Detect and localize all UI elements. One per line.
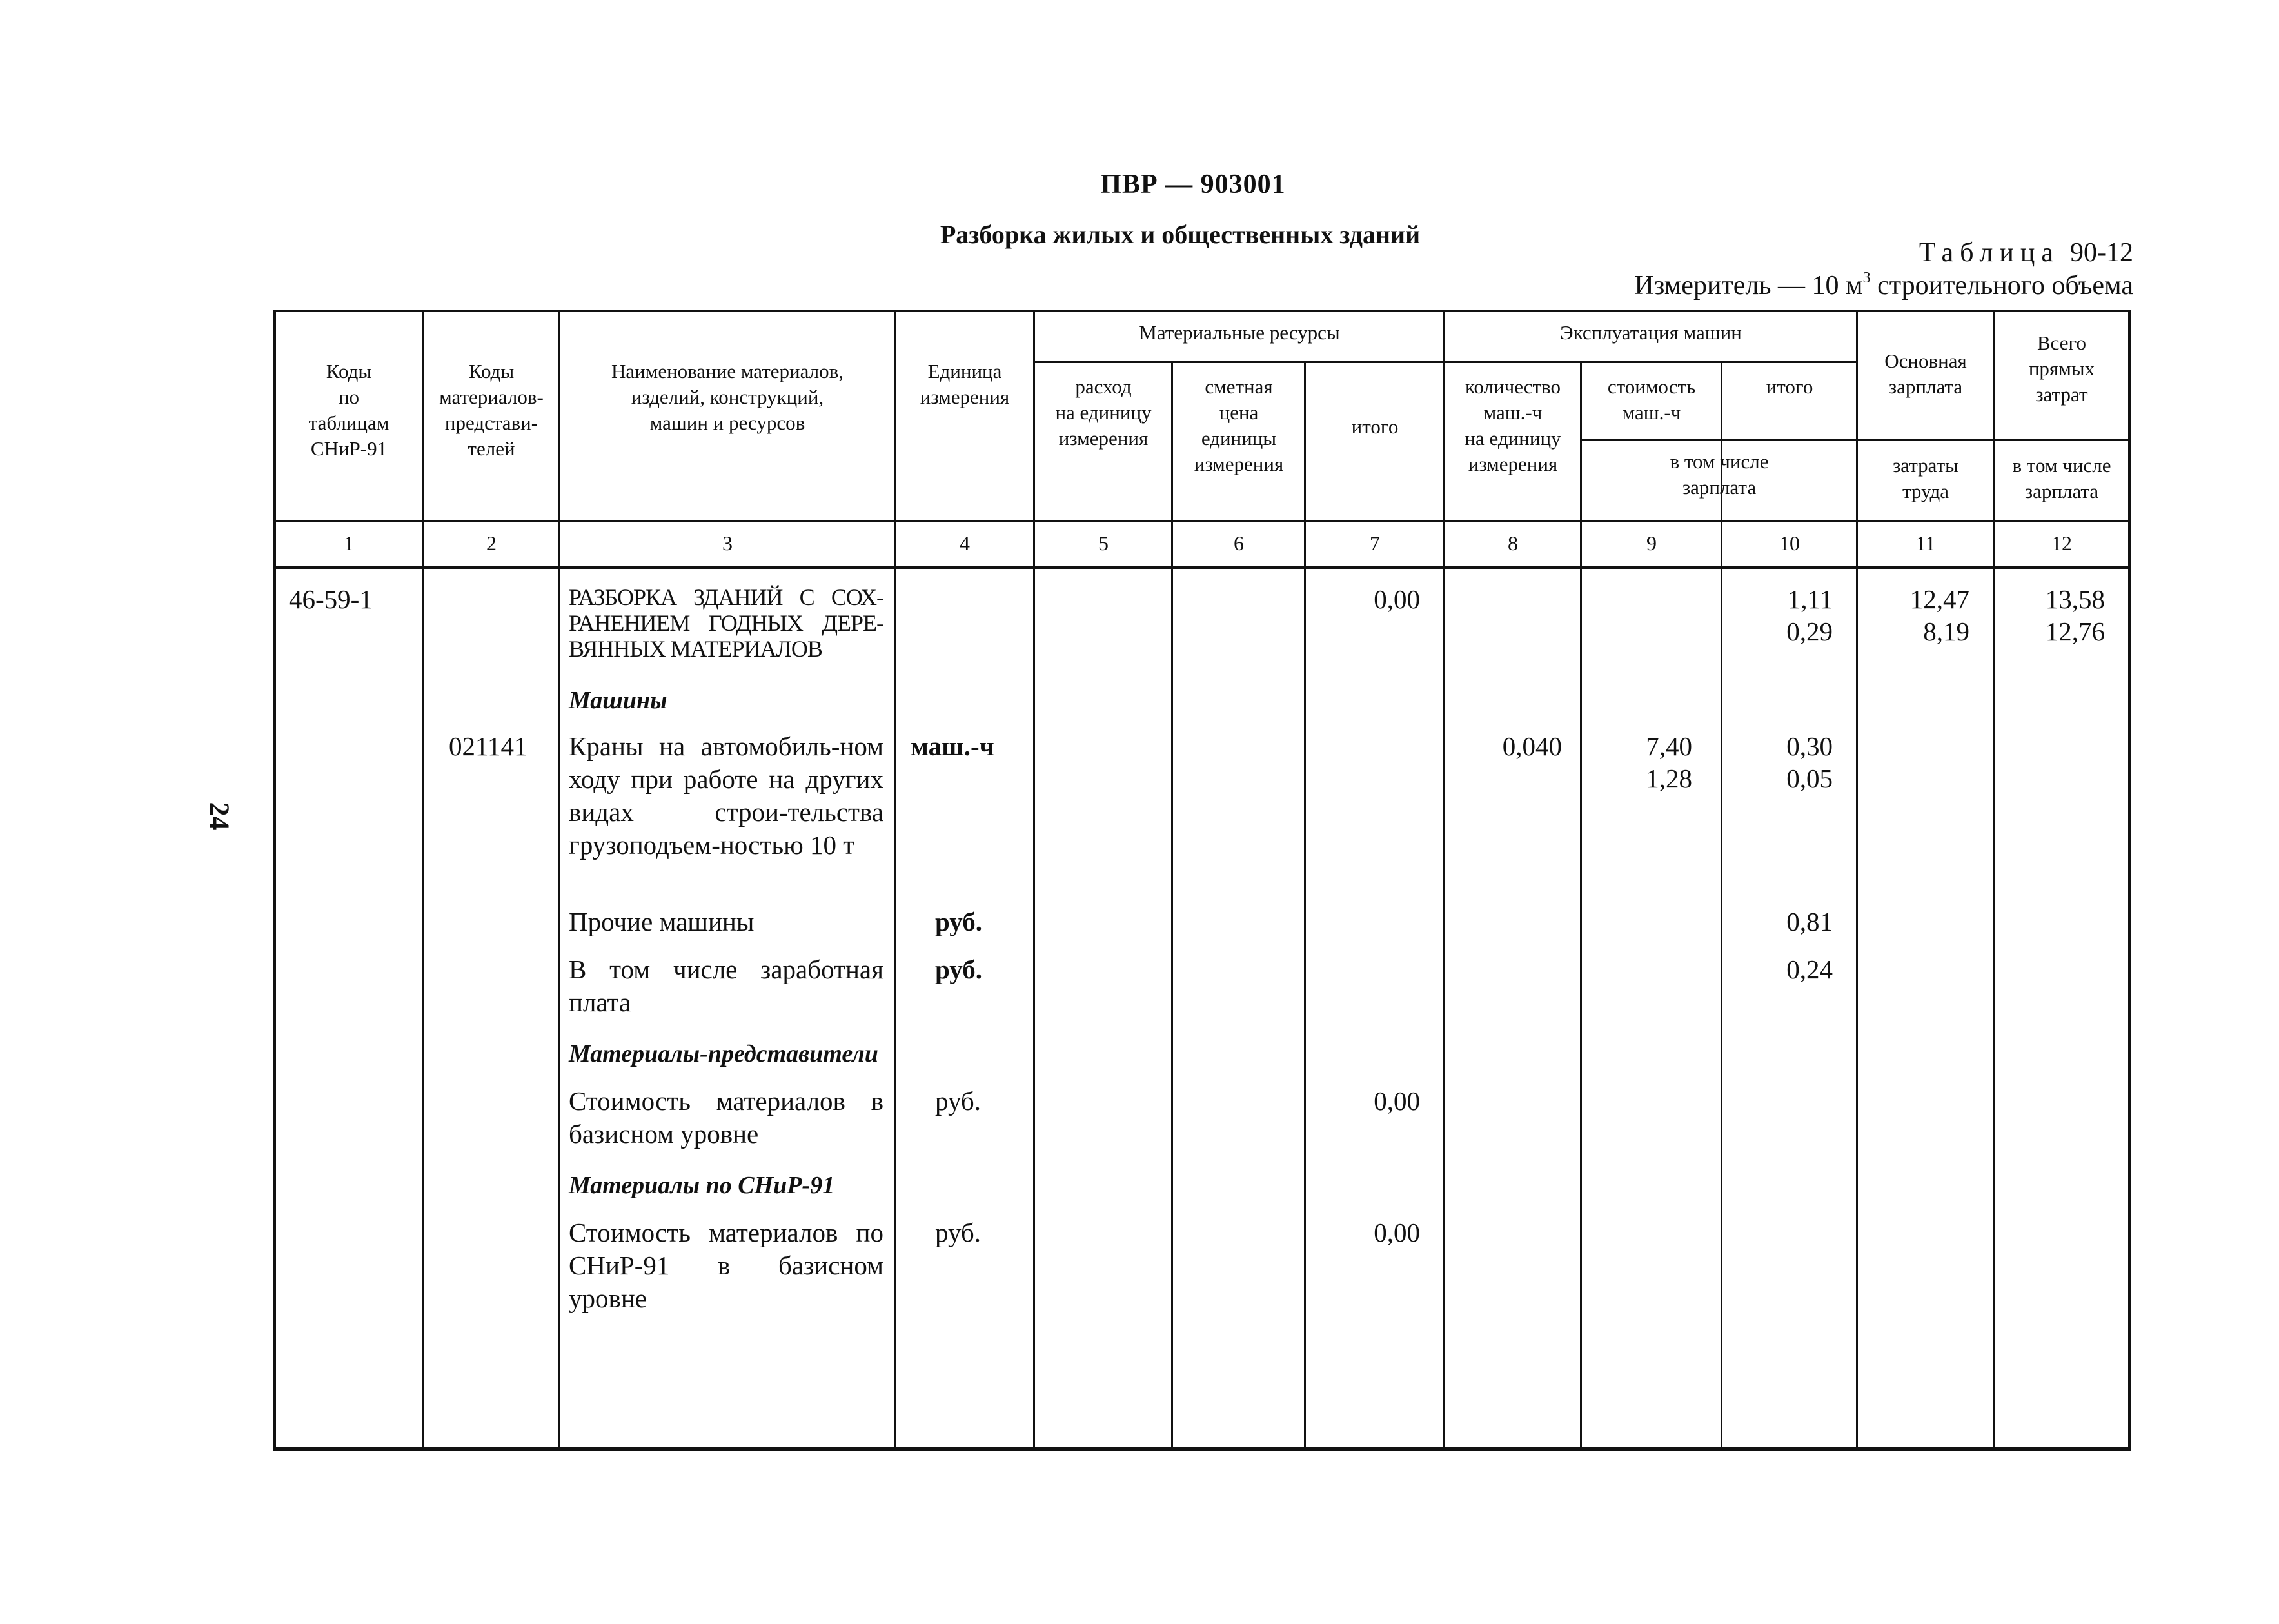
row-unit: руб. [935,1086,982,1116]
section-heading-materials-rep: Материалы-представители [569,1040,878,1067]
page-number: 24 [203,802,235,831]
row-name: В том числе заработная плата [569,955,883,1017]
header-sub-rule [1580,439,1856,441]
row-name: Краны на автомобиль-ном ходу при работе на других видах строи-тельства грузоподъем-ностью 10 т [569,731,883,860]
cell-materials-total: 0,00 [1374,1218,1420,1247]
numbers-bottom-rule [273,566,2131,569]
measure-suffix: строительного объема [1870,271,2133,301]
cell-total-wages: 12,76 [2045,617,2105,646]
header-materials-total: итого [1351,415,1399,438]
header-total-direct: Всего прямых затрат [2028,332,2095,406]
col-divider [1304,361,1306,1451]
section-heading-materials-snir: Материалы по СНиР-91 [569,1172,835,1199]
col-divider [1443,310,1445,1451]
header-group-rule [1033,361,1856,363]
row-name: Стоимость материалов в базисном уровне [569,1086,883,1149]
cell-base-wage: 12,47 [1909,584,1969,614]
col-divider [1993,310,1995,1451]
column-number: 11 [1915,531,1936,555]
cell-machines-total: 0,81 [1786,907,1833,936]
column-number: 10 [1779,531,1800,555]
col-divider [422,310,424,1451]
cell-materials-total: 0,00 [1374,1086,1420,1116]
header-codes-snir: Коды по таблицам СНиР-91 [308,360,390,460]
row-name: Стоимость материалов по СНиР-91 в базисном уровне [569,1218,883,1313]
column-number: 5 [1098,531,1109,555]
cell-machines-wages: 0,29 [1786,617,1833,646]
table-number-value: 90-12 [2070,238,2133,268]
col-divider [1856,310,1858,1451]
column-number: 9 [1646,531,1657,555]
column-number: 12 [2051,531,2072,555]
column-number: 3 [722,531,733,555]
document-code: ПВР — 903001 [1100,170,1286,199]
cell-total-direct: 13,58 [2045,584,2105,614]
header-consumption: расход на единицу измерения [1055,375,1152,450]
cell-machines-wages: 0,24 [1786,955,1833,984]
col-divider [894,310,896,1451]
cell-machines-wages: 0,05 [1786,764,1833,793]
header-name: Наименование материалов, изделий, конструкций, машин и ресурсов [611,360,844,434]
cell-machine-hour-wage: 1,28 [1646,764,1692,793]
row-unit: руб. [935,1218,982,1247]
column-number: 6 [1234,531,1244,555]
header-group-materials: Материальные ресурсы [1139,321,1340,344]
row-unit: руб. [935,955,982,984]
column-number: 8 [1508,531,1518,555]
cell-materials-total: 0,00 [1374,584,1420,614]
header-sub-rule [1856,439,2131,441]
cell-labor: 8,19 [1923,617,1969,646]
row-unit: руб. [935,907,982,936]
cell-machine-hours: 0,040 [1502,731,1562,761]
row-name: РАЗБОРКА ЗДАНИЙ С СОХ-РАНЕНИЕМ ГОДНЫХ ДЕРЕ-ВЯННЫХ МАТЕРИАЛОВ [569,584,883,662]
header-unit: Единица измерения [920,360,1010,408]
header-incl-wages: в том числе зарплата [1670,450,1769,499]
header-base-wage: Основная зарплата [1884,350,1967,398]
measure-sup: 3 [1862,270,1871,286]
measure-unit [1634,270,2133,301]
header-unit-price: сметная цена единицы измерения [1194,375,1284,475]
column-number: 7 [1370,531,1380,555]
header-machine-hour-cost: стоимость маш.-ч [1607,375,1696,424]
column-number: 4 [960,531,970,555]
table-label: Таблица [1919,238,2060,268]
col-divider [1580,361,1582,1451]
cell-machines-total: 1,11 [1787,584,1833,614]
row-code: 46-59-1 [289,584,373,614]
header-total-wages: в том числе зарплата [2012,454,2111,502]
document-title: Разборка жилых и общественных зданий [940,220,1421,249]
header-machines-total: итого [1766,375,1813,398]
header-labor: затраты труда [1893,454,1958,502]
header-group-machines: Эксплуатация машин [1560,321,1742,344]
col-divider [1721,361,1722,1451]
measure-prefix: Измеритель — 10 м [1634,271,1863,301]
row-code: 021141 [449,731,528,761]
row-unit: маш.-ч [911,731,994,761]
cell-machines-total: 0,30 [1786,731,1833,761]
col-divider [558,310,560,1451]
row-name: Прочие машины [569,907,755,936]
header-machine-hours: количество маш.-ч на единицу измерения [1465,375,1561,475]
col-divider [1033,310,1035,1451]
column-number: 1 [344,531,354,555]
col-divider [1171,361,1173,1451]
header-bottom-rule [273,520,2131,522]
table-number [1919,237,2133,268]
header-codes-materials: Коды материалов- представи- телей [439,360,544,460]
column-number: 2 [486,531,497,555]
cell-machine-hour-cost: 7,40 [1646,731,1692,761]
section-heading-machines: Машины [569,687,667,714]
